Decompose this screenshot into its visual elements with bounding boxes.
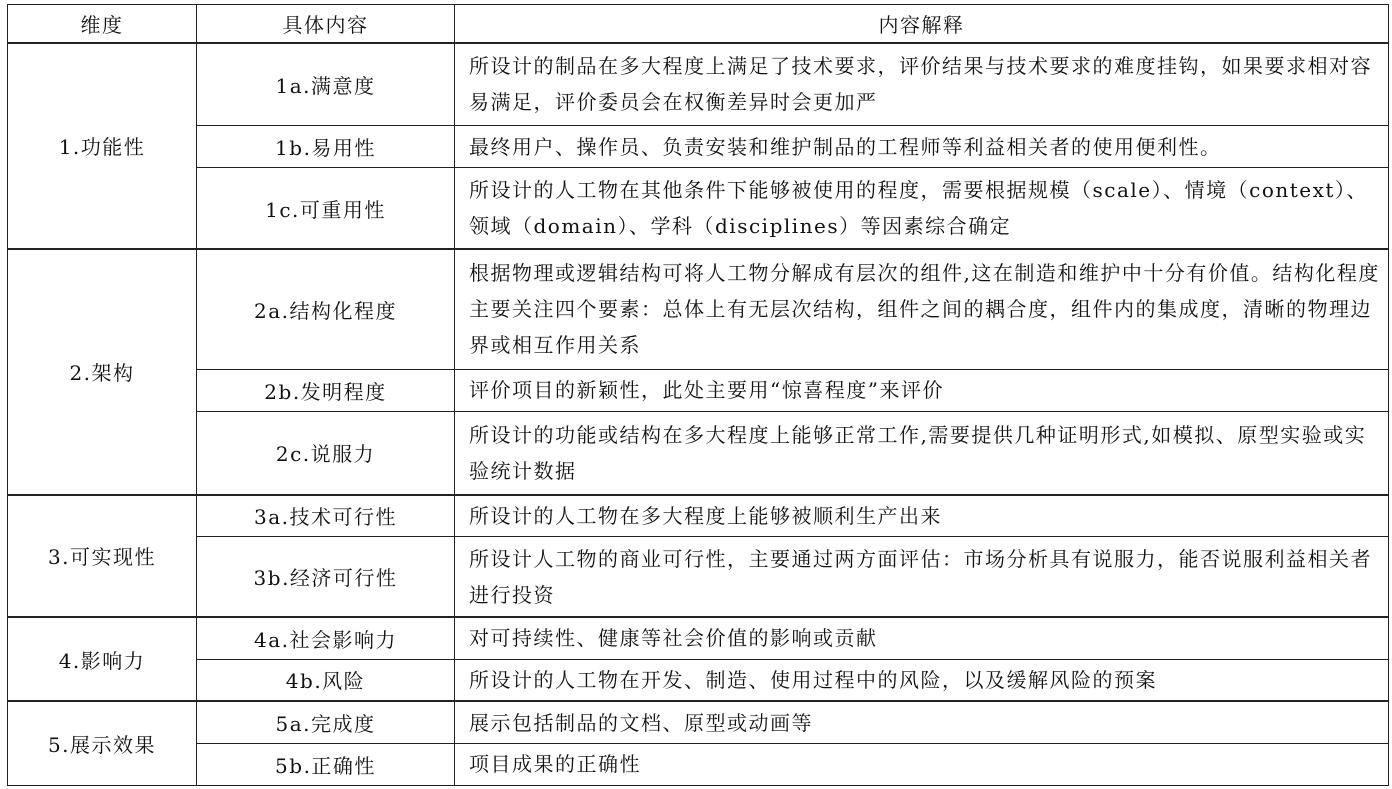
- item-cell: 1a.满意度: [197, 43, 455, 126]
- desc-cell: 所设计的人工物在开发、制造、使用过程中的风险，以及缓解风险的预案: [455, 659, 1389, 701]
- header-row: [8, 5, 1389, 43]
- item-cell: 1c.可重用性: [197, 168, 455, 249]
- table-row: [8, 659, 1389, 701]
- table-row: [8, 369, 1389, 411]
- dimension-cell: 5.展示效果: [8, 701, 197, 785]
- table-row: [8, 701, 1389, 743]
- header-content: 具体内容: [197, 5, 455, 43]
- dimension-cell: 2.架构: [8, 249, 197, 495]
- desc-cell: 最终用户、操作员、负责安装和维护制品的工程师等利益相关者的使用便利性。: [455, 126, 1389, 168]
- table-row: [8, 743, 1389, 785]
- item-cell: 3a.技术可行性: [197, 495, 455, 537]
- item-cell: 4a.社会影响力: [197, 617, 455, 659]
- item-cell: 4b.风险: [197, 659, 455, 701]
- header-dimension: 维度: [8, 5, 197, 43]
- item-cell: 2b.发明程度: [197, 369, 455, 411]
- desc-cell: 所设计的人工物在多大程度上能够被顺利生产出来: [455, 495, 1389, 537]
- item-cell: 2a.结构化程度: [197, 249, 455, 369]
- item-cell: 5b.正确性: [197, 743, 455, 785]
- item-cell: 1b.易用性: [197, 126, 455, 168]
- item-cell: 2c.说服力: [197, 411, 455, 494]
- desc-cell: 评价项目的新颖性，此处主要用“惊喜程度”来评价: [455, 369, 1389, 411]
- desc-cell: 所设计的功能或结构在多大程度上能够正常工作,需要提供几种证明形式,如模拟、原型实验或实验统计数据: [455, 411, 1389, 494]
- table-row: [8, 411, 1389, 494]
- item-cell: 3b.经济可行性: [197, 537, 455, 617]
- desc-cell: 根据物理或逻辑结构可将人工物分解成有层次的组件,这在制造和维护中十分有价值。结构化程度主要关注四个要素：总体上有无层次结构，组件之间的耦合度，组件内的集成度，清晰的物理边界或相互作用关系: [455, 249, 1389, 369]
- item-cell: 5a.完成度: [197, 701, 455, 743]
- dimension-cell: 1.功能性: [8, 43, 197, 250]
- dimension-cell: 4.影响力: [8, 617, 197, 701]
- desc-cell: 项目成果的正确性: [455, 743, 1389, 785]
- table-row: [8, 43, 1389, 126]
- table-row: [8, 126, 1389, 168]
- header-explanation: 内容解释: [455, 5, 1389, 43]
- table-row: [8, 495, 1389, 537]
- desc-cell: 所设计人工物的商业可行性，主要通过两方面评估：市场分析具有说服力，能否说服利益相关者进行投资: [455, 537, 1389, 617]
- desc-cell: 所设计的制品在多大程度上满足了技术要求，评价结果与技术要求的难度挂钩，如果要求相对容易满足，评价委员会在权衡差异时会更加严: [455, 43, 1389, 126]
- dimension-cell: 3.可实现性: [8, 495, 197, 617]
- table-row: [8, 249, 1389, 369]
- evaluation-table: [7, 4, 1389, 786]
- desc-cell: 所设计的人工物在其他条件下能够被使用的程度，需要根据规模（scale）、情境（context）、领域（domain）、学科（disciplines）等因素综合确定: [455, 168, 1389, 249]
- table-row: [8, 617, 1389, 659]
- table-row: [8, 168, 1389, 249]
- desc-cell: 对可持续性、健康等社会价值的影响或贡献: [455, 617, 1389, 659]
- table-row: [8, 537, 1389, 617]
- desc-cell: 展示包括制品的文档、原型或动画等: [455, 701, 1389, 743]
